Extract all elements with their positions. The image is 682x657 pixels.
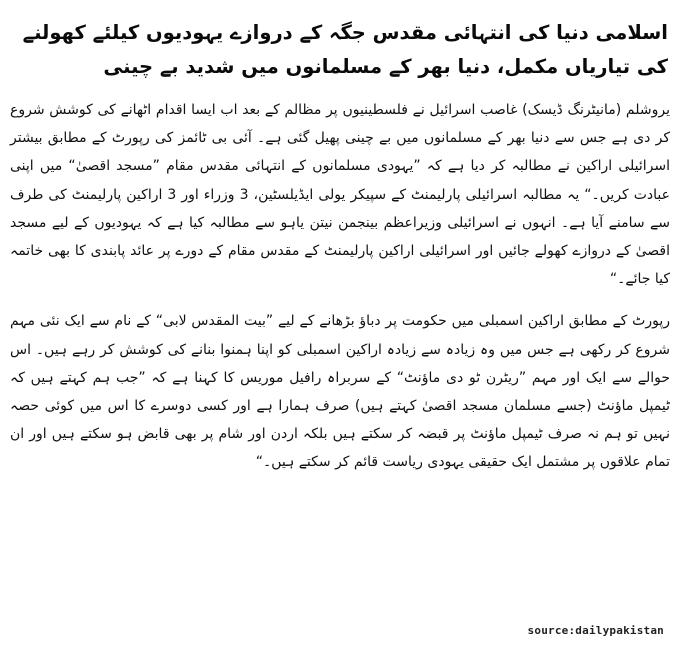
article (10, 16, 670, 477)
article-headline: اسلامی دنیا کی انتہائی مقدس جگہ کے دروازے یہودیوں کیلئے کھولنے کی تیاریاں مکمل، دنیا بھر کے مسلمانوں میں شدید بے چینی (22, 21, 668, 78)
article-paragraph: رپورٹ کے مطابق اراکین اسمبلی میں حکومت پر دباؤ بڑھانے کے لیے ”بیت المقدس لابی“ کے نام سے ایک نئی مہم شروع کر رکھی ہے جس میں وہ زیادہ سے زیادہ اراکین اسمبلی کو اپنا ہمنوا بنانے کی کوشش کر رہے ہیں۔ اس حوالے سے ایک اور مہم ”ریٹرن ٹو دی ماؤنٹ“ کے سربراہ رافیل موریس کا کہنا ہے کہ ”جب ہم کہتے ہیں کہ ٹیمپل ماؤنٹ (جسے مسلمان مسجد اقصیٰ کہتے ہیں) صرف ہمارا ہے اور کسی دوسرے کا اس میں کوئی حصہ نہیں تو ہم نہ صرف ٹیمپل ماؤنٹ پر قبضہ کر سکتے ہیں بلکہ اردن اور شام پر بھی قابض ہو سکتے ہیں اور ان تمام علاقوں پر مشتمل ایک حقیقی یہودی ریاست قائم کر سکتے ہیں۔“ (10, 313, 670, 471)
source-credit: source:dailypakistan (527, 624, 664, 637)
article-paragraph: یروشلم (مانیٹرنگ ڈیسک) غاصب اسرائیل نے فلسطینیوں پر مظالم کے بعد اب ایسا اقدام اٹھانے کی کوشش شروع کر دی ہے جس سے دنیا بھر کے مسلمانوں میں بے چینی پھیل گئی ہے۔ آئی بی ٹائمز کی رپورٹ کے مطابق بیشتر اسرائیلی اراکین نے مطالبہ کر دیا ہے کہ ”یہودی مسلمانوں کے انتہائی مقدس مقام ”مسجد اقصیٰ“ میں اپنی عبادت کریں۔“ یہ مطالبہ اسرائیلی پارلیمنٹ کے سپیکر یولی ایڈیلسٹین، 3 وزراء اور 3 اراکین پارلیمنٹ کی طرف سے سامنے آیا ہے۔ انہوں نے اسرائیلی وزیراعظم بینجمن نیتن یاہو سے مطالبہ کیا ہے کہ یہودیوں کے لیے مسجد اقصیٰ کے دروازے کھولے جائیں اور اسرائیلی اراکین پارلیمنٹ کے مقدس مقام کے دورے پر عائد پابندی کا بھی خاتمہ کیا جائے۔“ (10, 102, 670, 288)
